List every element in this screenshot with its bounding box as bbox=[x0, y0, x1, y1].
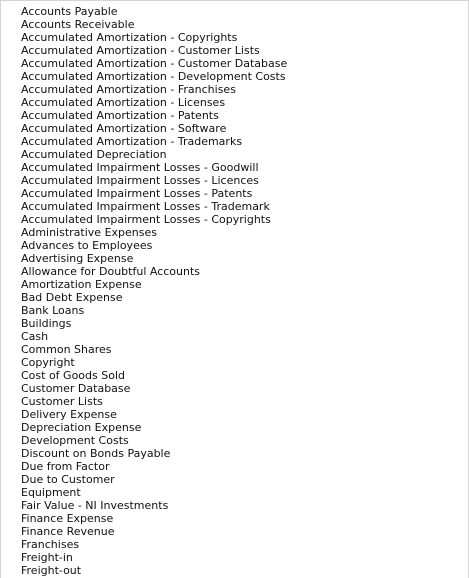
account-option[interactable]: Accounts Payable bbox=[21, 5, 118, 18]
account-option[interactable]: Customer Lists bbox=[21, 395, 103, 408]
account-option[interactable]: Accumulated Amortization - Patents bbox=[21, 109, 219, 122]
account-option[interactable]: Accumulated Impairment Losses - Patents bbox=[21, 187, 253, 200]
account-option[interactable]: Accumulated Amortization - Franchises bbox=[21, 83, 236, 96]
account-option[interactable]: Accumulated Impairment Losses - Trademark bbox=[21, 200, 270, 213]
account-option[interactable]: Freight-in bbox=[21, 551, 73, 564]
account-option[interactable]: Accumulated Depreciation bbox=[21, 148, 167, 161]
account-option[interactable]: Accumulated Amortization - Customer Lists bbox=[21, 44, 260, 57]
account-option[interactable]: Accumulated Amortization - Copyrights bbox=[21, 31, 238, 44]
account-option[interactable]: Accumulated Amortization - Development Costs bbox=[21, 70, 286, 83]
account-option[interactable]: Accumulated Amortization - Licenses bbox=[21, 96, 226, 109]
account-option[interactable]: Due to Customer bbox=[21, 473, 115, 486]
account-option[interactable]: Amortization Expense bbox=[21, 278, 142, 291]
account-option[interactable]: Advances to Employees bbox=[21, 239, 153, 252]
account-option[interactable]: Accumulated Impairment Losses - Copyrights bbox=[21, 213, 271, 226]
account-option[interactable]: Bank Loans bbox=[21, 304, 85, 317]
account-option[interactable]: Finance Revenue bbox=[21, 525, 115, 538]
account-option[interactable]: Bad Debt Expense bbox=[21, 291, 123, 304]
account-option[interactable]: Franchises bbox=[21, 538, 80, 551]
account-option[interactable]: Cash bbox=[21, 330, 49, 343]
account-option[interactable]: Accumulated Amortization - Trademarks bbox=[21, 135, 243, 148]
account-option[interactable]: Discount on Bonds Payable bbox=[21, 447, 171, 460]
account-option[interactable]: Equipment bbox=[21, 486, 81, 499]
account-option[interactable]: Depreciation Expense bbox=[21, 421, 142, 434]
account-option[interactable]: Advertising Expense bbox=[21, 252, 134, 265]
account-option[interactable]: Copyright bbox=[21, 356, 75, 369]
account-option[interactable]: Accumulated Amortization - Software bbox=[21, 122, 227, 135]
account-option[interactable]: Fair Value - NI Investments bbox=[21, 499, 169, 512]
account-list bbox=[1, 1, 468, 577]
account-option[interactable]: Accumulated Impairment Losses - Goodwill bbox=[21, 161, 259, 174]
account-option[interactable]: Due from Factor bbox=[21, 460, 110, 473]
account-option[interactable]: Allowance for Doubtful Accounts bbox=[21, 265, 201, 278]
account-option[interactable]: Accounts Receivable bbox=[21, 18, 135, 31]
account-option[interactable]: Delivery Expense bbox=[21, 408, 117, 421]
account-option[interactable]: Accumulated Amortization - Customer Database bbox=[21, 57, 288, 70]
account-option[interactable]: Finance Expense bbox=[21, 512, 114, 525]
account-option[interactable]: Customer Database bbox=[21, 382, 131, 395]
account-option[interactable]: Freight-out bbox=[21, 564, 82, 577]
account-option[interactable]: Accumulated Impairment Losses - Licences bbox=[21, 174, 259, 187]
account-option[interactable]: Common Shares bbox=[21, 343, 112, 356]
account-option[interactable]: Cost of Goods Sold bbox=[21, 369, 125, 382]
account-option[interactable]: Administrative Expenses bbox=[21, 226, 157, 239]
account-option[interactable]: Buildings bbox=[21, 317, 72, 330]
account-option[interactable]: Development Costs bbox=[21, 434, 129, 447]
